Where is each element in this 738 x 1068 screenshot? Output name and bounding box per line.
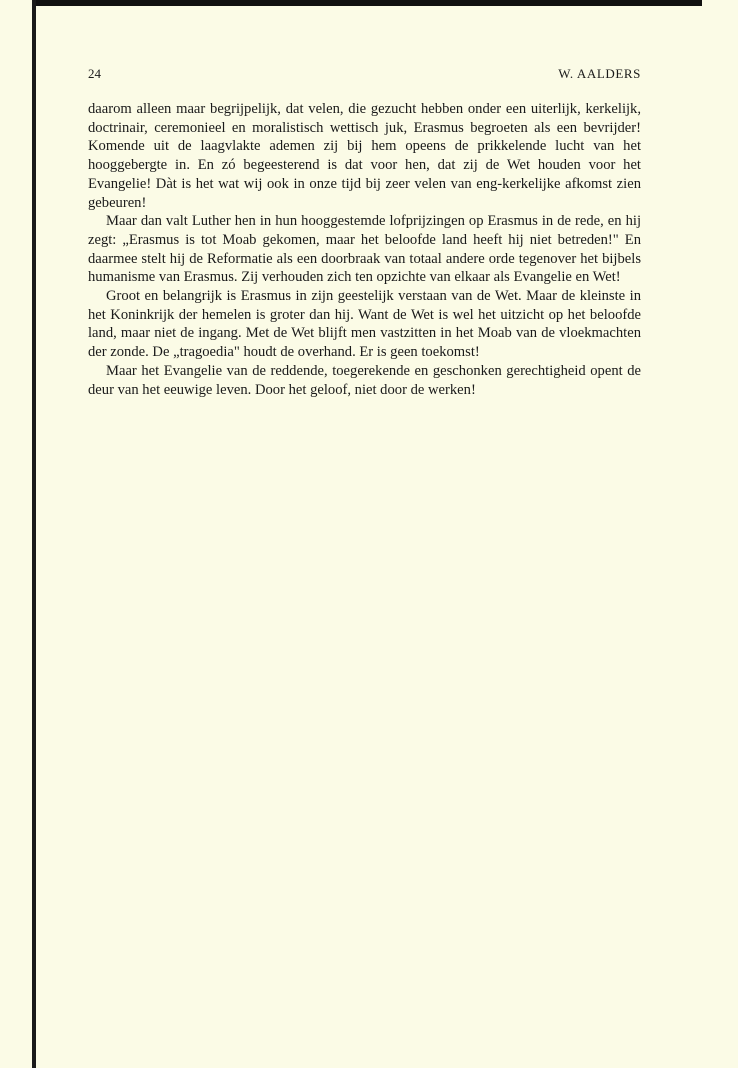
running-head-author: W. AALDERS: [558, 66, 641, 81]
scan-right-edge: [702, 0, 707, 1068]
body-text: [88, 100, 641, 399]
paragraph-3: Groot en belangrijk is Erasmus in zijn geestelijk verstaan van de Wet. Maar de kleinste in het Koninkrijk der hemelen is groter dan hij. Want de Wet is wel het uitzicht op het beloofde land, maar niet de ingang. Met de Wet blijft men vastzitten in het Moab van de vloekmachten der zonde. De „tragoedia" houdt de overhand. Er is geen toekomst!: [88, 288, 641, 361]
running-head: [88, 66, 641, 86]
paragraph-2: Maar dan valt Luther hen in hun hooggestemde lofprijzingen op Erasmus in de rede, en hij zegt: „Erasmus is tot Moab gekomen, maar het beloofde land heeft hij niet betreden!" En daarmee stelt hij de Reformatie als een doorbraak van totaal andere orde tegenover het bijbels humanisme van Erasmus. Zij verhouden zich ten opzichte van elkaar als Evangelie en Wet!: [88, 213, 641, 286]
paragraph-1: daarom alleen maar begrijpelijk, dat velen, die gezucht hebben onder een uiterlijk, kerkelijk, doctrinair, ceremonieel en moralistisch wettisch juk, Erasmus begroeten als een bevrijder! Komende uit de laagvlakte ademen zij bij hem opeens de prikkelende lucht van het hooggebergte in. En zó begeesterend is dat voor hen, dat zij de Wet houden voor het Evangelie! Dàt is het wat wij ook in onze tijd bij zeer velen van eng-kerkelijke afkomst zien gebeuren!: [88, 101, 641, 211]
page-number: 24: [88, 66, 101, 81]
paragraph-4: Maar het Evangelie van de reddende, toegerekende en geschonken gerechtigheid opent de deur van het eeuwige leven. Door het geloof, niet door de werken!: [88, 362, 641, 398]
